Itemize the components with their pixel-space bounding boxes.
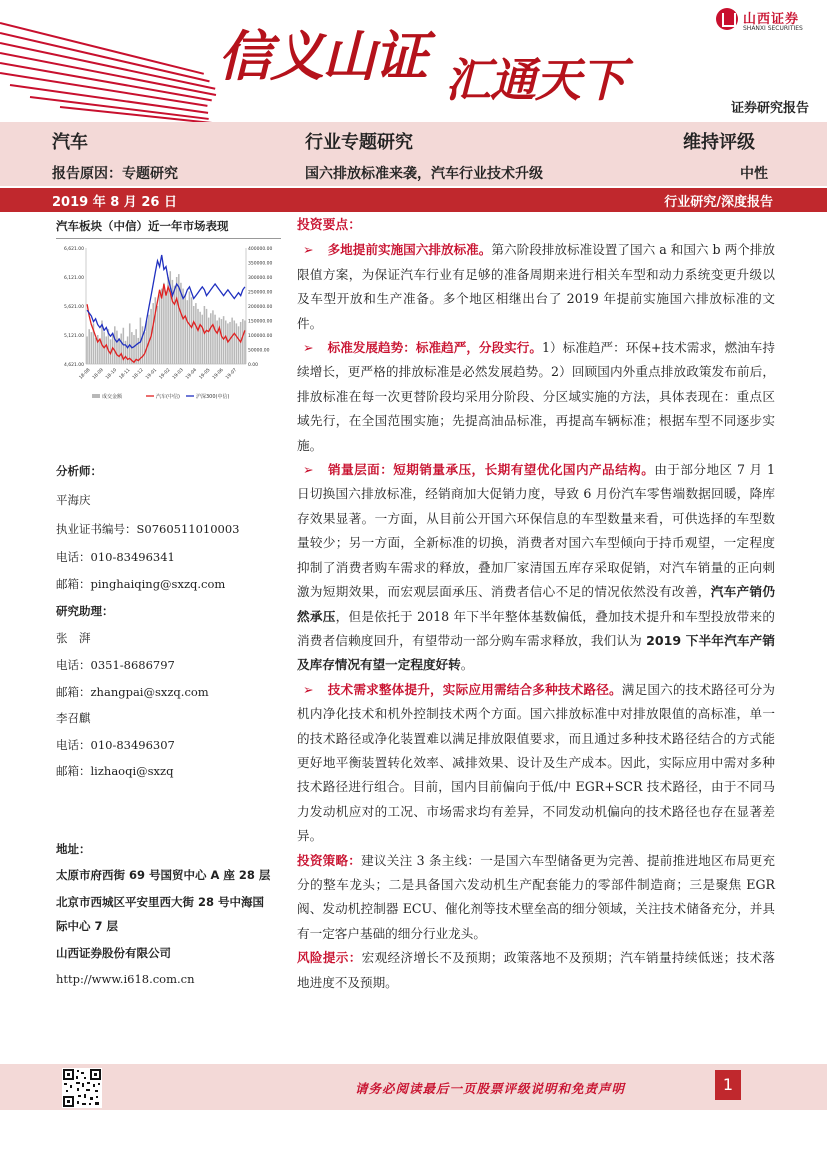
- volume-bar: [114, 326, 116, 364]
- analyst-cert: 执业证书编号：S0760511010003: [56, 522, 240, 536]
- strategy-body: 建议关注 3 条主线：一是国六车型储备更为完善、提前推进地区布局更充分的整车龙头；二是具备国六发动机生产配套能力的零部件制造商；三是聚焦 EGR 阀、发动机控制器 ECU、催化剂等技术壁垒高的细分领域，关注技术储备充分，并具有一定客户基础的细分行业龙头。: [297, 852, 775, 941]
- x-tick: 19-02: [158, 367, 172, 381]
- volume-bar: [174, 286, 176, 364]
- volume-bar: [133, 335, 135, 364]
- volume-bar: [116, 331, 118, 364]
- volume-bar: [187, 300, 189, 364]
- point-4-body: 满足国六的技术路径可分为机内净化技术和机外控制技术两个方面。国六排放标准中对排放限值的高标准，单一的技术路径或净化装置难以满足排放限值要求，而且通过多种技术路径结合的方式能更好地平衡装置转化效率、减排效果、设计及生产成本。因此，实际应用中需对多种技术路径进行组合。目前，国内目前偏向于低/中 EGR+SCR 技术路径，由于不同马力发动机应对的工况、市场需求均有差异，不同发动机偏向的技术路径也存在显著差异。: [297, 681, 776, 844]
- x-tick: 18-10: [105, 367, 119, 381]
- point-4-head: 技术需求整体提升，实际应用需结合多种技术路径。: [327, 681, 622, 697]
- qr-code-icon[interactable]: [62, 1068, 102, 1108]
- volume-bar: [199, 312, 201, 364]
- point-3: [297, 458, 775, 678]
- y-left-tick: 6,621.00: [63, 247, 84, 252]
- analyst-phone: 电话：010-83496341: [56, 550, 175, 564]
- point-2: [297, 336, 775, 458]
- x-tick: 19-03: [171, 367, 185, 381]
- x-tick: 19-01: [145, 367, 159, 381]
- report-category: 行业专题研究: [305, 132, 413, 153]
- volume-bar: [244, 321, 246, 365]
- x-tick: 18-09: [91, 367, 105, 381]
- point-3-bold-2: 2019 下半年汽车产销及库存情况有望一定程度好转: [297, 632, 775, 673]
- volume-bar: [118, 338, 120, 364]
- x-tick: 19-04: [185, 367, 199, 381]
- assistant-label: 研究助理：: [56, 604, 114, 618]
- volume-bar: [214, 315, 216, 364]
- y-right-tick: 150000.00: [248, 319, 273, 325]
- volume-bar: [225, 321, 227, 365]
- company-name: 山西证券股份有限公司: [56, 946, 171, 960]
- market-chart: [56, 242, 281, 404]
- volume-bar: [182, 289, 184, 364]
- y-right-tick: 400000.00: [248, 247, 273, 252]
- x-tick: 19-07: [225, 367, 239, 381]
- address-label: 地址：: [56, 842, 91, 856]
- header-banner: [0, 0, 827, 122]
- report-reason: 报告原因：专题研究: [52, 166, 178, 182]
- point-4: [297, 678, 775, 849]
- company-website[interactable]: http://www.i618.com.cn: [56, 972, 195, 986]
- volume-bar: [236, 323, 238, 364]
- y-left-tick: 6,121.00: [63, 276, 84, 281]
- industry: 汽车: [52, 132, 88, 153]
- x-tick: 18-08: [78, 367, 92, 381]
- headline: 国六排放标准来袭，汽车行业技术升级: [305, 166, 543, 182]
- volume-bar: [184, 294, 186, 364]
- address-beijing-line2: 际中心 7 层: [56, 919, 119, 933]
- volume-bar: [142, 326, 144, 364]
- section-title: 投资要点：: [297, 218, 361, 233]
- chart-svg: [56, 242, 281, 404]
- volume-bar: [95, 338, 97, 364]
- rating-value: 中性: [740, 166, 768, 182]
- volume-bar: [234, 321, 236, 365]
- risk-head: 风险提示：: [297, 950, 362, 966]
- strategy-head: 投资策略：: [297, 852, 362, 868]
- report-tag: 行业研究/深度报告: [664, 195, 773, 210]
- disclaimer: 请务必阅读最后一页股票评级说明和免责声明: [355, 1081, 626, 1096]
- volume-bar: [163, 283, 165, 364]
- x-tick: 18-12: [131, 367, 145, 381]
- legend-label: 成交金额: [102, 394, 123, 400]
- investment-highlights: [297, 214, 775, 995]
- volume-bar: [197, 309, 199, 364]
- chart-title: 汽车板块（中信）近一年市场表现: [56, 218, 281, 239]
- volume-bar: [191, 297, 193, 364]
- y-left-tick: 4,621.00: [63, 363, 84, 368]
- slogan-part2: 汇通天下: [445, 53, 625, 107]
- assistant1-phone: 电话：0351-8686797: [56, 658, 175, 672]
- assistant1-email: 邮箱：zhangpai@sxzq.com: [56, 685, 209, 699]
- point-1-body: 第六阶段排放标准设置了国六 a 和国六 b 两个排放限值方案，为保证汽车行业有足够的准备周期来进行相关车型和动力系统变更升级以及车型开放和生产准备。多个地区相继出台了 2019 年提前实施国六排放标准的文件。: [297, 242, 776, 331]
- volume-bar: [106, 336, 108, 364]
- y-right-tick: 300000.00: [248, 276, 273, 281]
- volume-bar: [165, 292, 167, 365]
- point-1: [297, 238, 775, 336]
- arrow-icon: ➢: [303, 340, 314, 356]
- analyst-label: 分析师：: [56, 464, 102, 478]
- volume-bar: [231, 318, 233, 364]
- volume-bar: [152, 303, 154, 364]
- volume-bar: [206, 309, 208, 364]
- logo-cn-text: 山西证券: [743, 12, 800, 27]
- volume-bar: [193, 306, 195, 364]
- volume-bar: [229, 322, 231, 364]
- report-date: 2019 年 8 月 26 日: [52, 195, 177, 210]
- point-1-head: 多地提前实施国六排放标准。: [327, 242, 492, 258]
- y-left-tick: 5,121.00: [63, 334, 84, 339]
- arrow-icon: ➢: [303, 462, 314, 478]
- strategy: [297, 849, 775, 947]
- decorative-stripe: [60, 106, 219, 122]
- point-3-body-1: 由于部分地区 7 月 1 日切换国六排放标准，经销商加大促销力度，导致 6 月份汽车零售端数据回暖，降库存效果显著。一方面，从目前公开国六环保信息的车型数量来看，可供选择的车型数量较少；另一方面，全新标准的切换，消费者对国六车型倾向于持币观望，一定程度抑制了消费者购车需求的释放，叠加厂家清国五库存采取促销，对汽车销量的正向刺激为短期效果，而宏观层面承压、消费者信心不足的情况依然没有改善，: [297, 462, 775, 600]
- volume-bar: [86, 336, 88, 364]
- legend-swatch: [92, 394, 100, 398]
- y-right-tick: 350000.00: [248, 261, 273, 267]
- point-3-head: 销量层面：短期销量承压，长期有望优化国内产品结构。: [327, 462, 655, 478]
- page-number: 1: [715, 1070, 741, 1100]
- volume-bar: [144, 332, 146, 364]
- point-2-body: 1）标准趋严：环保+技术需求，燃油车持续增长，更严格的排放标准是必然发展趋势。2）回顾国内外重点排放政策发布前后，排放标准在每一次更替阶段均采用分阶段、分区域实施的方法，具体表现在：重点区域先行，在全国范围实施；先提高油品标准，再提高车辆标准；根据车型不同逐步实施。: [297, 340, 775, 453]
- point-3-body-2: ，但是依托于 2018 年下半年整体基数偏低，叠加技术提升和车型投放带来的消费者信赖度回升，有望带动一部分购车需求释放，我们认为: [297, 608, 776, 648]
- volume-bar: [195, 303, 197, 364]
- legend-label: 沪深300(中信): [196, 394, 230, 400]
- info-band: [0, 122, 827, 186]
- volume-bar: [238, 326, 240, 364]
- arrow-icon: ➢: [303, 681, 314, 697]
- y-right-tick: 200000.00: [248, 305, 273, 310]
- volume-bar: [242, 319, 244, 364]
- volume-bar: [219, 318, 221, 364]
- x-tick: 19-05: [198, 367, 212, 381]
- assistant2-name: 李召麒: [56, 711, 91, 725]
- volume-bar: [159, 294, 161, 364]
- y-right-tick: 50000.00: [248, 348, 270, 354]
- volume-bar: [91, 332, 93, 364]
- arrow-icon: ➢: [303, 242, 314, 258]
- volume-bar: [208, 318, 210, 364]
- y-right-tick: 250000.00: [248, 290, 273, 296]
- legend-label: 汽车(中信): [156, 394, 180, 400]
- volume-bar: [202, 315, 204, 364]
- report-type: 证券研究报告: [730, 101, 809, 116]
- point-3-bold-1: 汽车产销仍然承压: [297, 584, 776, 624]
- volume-bar: [216, 321, 218, 365]
- x-tick: 19-06: [211, 367, 225, 381]
- analyst-email: 邮箱：pinghaiqing@sxzq.com: [56, 577, 226, 591]
- y-right-tick: 0.00: [248, 363, 259, 368]
- volume-bar: [146, 321, 148, 365]
- company-logo: [716, 8, 812, 38]
- risk-body: 宏观经济增长不及预期；政策落地不及预期；汽车销量持续低迷；技术落地进度不及预期。: [297, 950, 776, 990]
- volume-bar: [176, 277, 178, 364]
- logo-en-text: SHANXI SECURITIES: [743, 25, 803, 32]
- volume-bar: [161, 289, 163, 364]
- y-left-tick: 5,621.00: [63, 305, 84, 310]
- slogan-part1: 信义山证: [218, 25, 426, 88]
- volume-bar: [210, 313, 212, 364]
- assistant2-phone: 电话：010-83496307: [56, 738, 175, 752]
- volume-bar: [120, 334, 122, 364]
- volume-bar: [88, 329, 90, 364]
- point-3-body-3: 。: [460, 657, 474, 673]
- analyst-name: 平海庆: [56, 493, 91, 507]
- volume-bar: [99, 341, 101, 364]
- rating: 维持评级: [683, 132, 755, 153]
- x-tick: 18-11: [118, 367, 132, 381]
- volume-bar: [157, 306, 159, 364]
- y-right-tick: 100000.00: [248, 334, 273, 339]
- risk: [297, 946, 775, 995]
- volume-bar: [221, 319, 223, 364]
- volume-bar: [204, 306, 206, 364]
- point-2-head: 标准发展趋势：标准趋严，分段实行。: [327, 340, 542, 356]
- logo-icon: [716, 8, 738, 30]
- volume-bar: [227, 323, 229, 364]
- assistant2-email: 邮箱：lizhaoqi@sxzq: [56, 764, 174, 778]
- volume-bar: [212, 310, 214, 364]
- volume-bar: [189, 292, 191, 365]
- assistant1-name: 张 湃: [56, 631, 91, 645]
- address-taiyuan: 太原市府西街 69 号国贸中心 A 座 28 层: [56, 868, 271, 882]
- address-beijing-line1: 北京市西城区平安里西大街 28 号中海国: [56, 895, 265, 909]
- date-bar: [0, 188, 827, 212]
- decorative-stripe: [0, 72, 208, 107]
